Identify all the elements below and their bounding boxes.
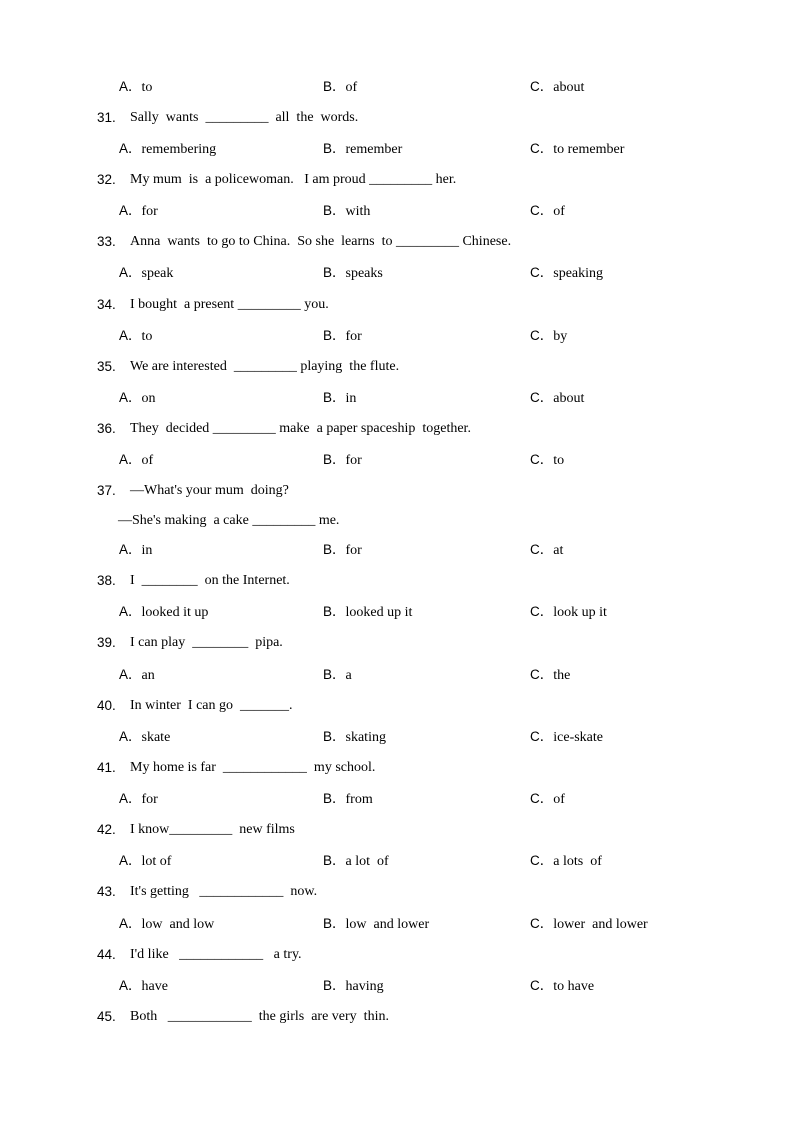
option-c bbox=[530, 974, 594, 999]
option-letter: A． bbox=[119, 141, 142, 156]
option-c bbox=[530, 725, 603, 750]
question-line bbox=[0, 293, 794, 317]
option-text: with bbox=[345, 204, 371, 219]
question-number: 38. bbox=[97, 573, 116, 588]
option-letter: C． bbox=[530, 79, 554, 94]
option-text: a lot of bbox=[345, 854, 389, 869]
question-text: —What's your mum doing? bbox=[130, 483, 289, 498]
option-b bbox=[323, 448, 362, 473]
option-b bbox=[323, 75, 357, 100]
option-text: at bbox=[553, 543, 564, 558]
option-row bbox=[0, 725, 794, 749]
option-text: in bbox=[141, 543, 153, 558]
option-letter: A． bbox=[119, 791, 142, 806]
option-letter: C． bbox=[530, 853, 554, 868]
option-letter: C． bbox=[530, 604, 554, 619]
question-line bbox=[0, 1005, 794, 1029]
option-letter: A． bbox=[119, 978, 142, 993]
option-letter: C． bbox=[530, 978, 554, 993]
option-text: for bbox=[141, 204, 158, 219]
option-a bbox=[119, 538, 152, 563]
option-text: on bbox=[141, 391, 156, 406]
option-text: have bbox=[141, 979, 168, 994]
question-text: Both ____________ the girls are very thin. bbox=[130, 1009, 389, 1024]
option-text: from bbox=[345, 792, 373, 807]
option-letter: A． bbox=[119, 328, 142, 343]
option-row bbox=[0, 448, 794, 472]
question-text: They decided _________ make a paper spaceship together. bbox=[130, 421, 471, 436]
option-row bbox=[0, 75, 794, 99]
option-c bbox=[530, 137, 624, 162]
question-number: 40. bbox=[97, 698, 116, 713]
option-row bbox=[0, 600, 794, 624]
option-row bbox=[0, 324, 794, 348]
option-text: for bbox=[141, 792, 158, 807]
question-text: I ________ on the Internet. bbox=[130, 573, 290, 588]
question-line bbox=[0, 943, 794, 967]
question-text: Sally wants _________ all the words. bbox=[130, 110, 359, 125]
option-text: low and low bbox=[141, 917, 215, 932]
option-text: low and lower bbox=[345, 917, 430, 932]
option-a bbox=[119, 75, 152, 100]
option-letter: B． bbox=[323, 203, 346, 218]
option-row bbox=[0, 849, 794, 873]
question-line bbox=[0, 631, 794, 655]
option-row bbox=[0, 199, 794, 223]
question-line bbox=[0, 756, 794, 780]
option-b bbox=[323, 324, 362, 349]
option-c bbox=[530, 849, 602, 874]
question-line bbox=[0, 818, 794, 842]
option-text: the bbox=[553, 668, 571, 683]
option-letter: A． bbox=[119, 667, 142, 682]
option-text: having bbox=[345, 979, 384, 994]
option-text: to bbox=[141, 329, 153, 344]
option-a bbox=[119, 974, 168, 999]
question-number: 32. bbox=[97, 172, 116, 187]
option-b bbox=[323, 663, 352, 688]
question-text: In winter I can go _______. bbox=[130, 698, 293, 713]
question-line bbox=[0, 417, 794, 441]
option-text: of bbox=[141, 453, 154, 468]
option-c bbox=[530, 386, 584, 411]
option-text: a bbox=[345, 668, 352, 683]
option-c bbox=[530, 75, 584, 100]
question-text: I know_________ new films bbox=[130, 822, 295, 837]
option-text: ice-skate bbox=[553, 730, 603, 745]
question-text: It's getting ____________ now. bbox=[130, 884, 318, 899]
option-letter: A． bbox=[119, 729, 142, 744]
option-letter: C． bbox=[530, 265, 554, 280]
option-letter: C． bbox=[530, 667, 554, 682]
option-text: to have bbox=[553, 979, 595, 994]
option-c bbox=[530, 324, 567, 349]
question-number: 37. bbox=[97, 483, 116, 498]
question-text: We are interested _________ playing the flute. bbox=[130, 359, 400, 374]
option-text: for bbox=[345, 329, 362, 344]
option-letter: C． bbox=[530, 203, 554, 218]
option-text: to remember bbox=[553, 142, 625, 157]
option-a bbox=[119, 725, 170, 750]
option-a bbox=[119, 912, 214, 937]
option-b bbox=[323, 386, 356, 411]
option-row bbox=[0, 663, 794, 687]
option-c bbox=[530, 912, 648, 937]
option-letter: A． bbox=[119, 390, 142, 405]
option-letter: B． bbox=[323, 265, 346, 280]
question-text: My mum is a policewoman. I am proud _________ her. bbox=[130, 172, 457, 187]
option-text: looked up it bbox=[345, 605, 413, 620]
option-c bbox=[530, 538, 563, 563]
option-letter: B． bbox=[323, 328, 346, 343]
option-letter: A． bbox=[119, 79, 142, 94]
question-number: 39. bbox=[97, 635, 116, 650]
question-text: I bought a present _________ you. bbox=[130, 297, 329, 312]
option-letter: C． bbox=[530, 141, 554, 156]
question-text: I can play ________ pipa. bbox=[130, 635, 283, 650]
option-text: about bbox=[553, 391, 585, 406]
question-line bbox=[0, 355, 794, 379]
option-letter: C． bbox=[530, 791, 554, 806]
option-row bbox=[0, 137, 794, 161]
option-c bbox=[530, 600, 607, 625]
option-a bbox=[119, 600, 208, 625]
option-text: look up it bbox=[553, 605, 607, 620]
option-letter: B． bbox=[323, 604, 346, 619]
option-text: of bbox=[553, 792, 565, 807]
question-text: My home is far ____________ my school. bbox=[130, 760, 376, 775]
option-letter: B． bbox=[323, 452, 346, 467]
option-a bbox=[119, 787, 158, 812]
option-letter: C． bbox=[530, 390, 554, 405]
option-letter: B． bbox=[323, 916, 346, 931]
option-letter: B． bbox=[323, 791, 346, 806]
option-text: looked it up bbox=[141, 605, 209, 620]
option-text: a lots of bbox=[553, 854, 602, 869]
option-b bbox=[323, 912, 429, 937]
option-row bbox=[0, 538, 794, 562]
option-a bbox=[119, 261, 173, 286]
option-letter: A． bbox=[119, 853, 142, 868]
option-letter: B． bbox=[323, 978, 346, 993]
option-text: skating bbox=[345, 730, 386, 745]
option-letter: C． bbox=[530, 328, 554, 343]
option-text: of bbox=[345, 80, 358, 95]
option-c bbox=[530, 787, 565, 812]
option-a bbox=[119, 448, 153, 473]
option-letter: B． bbox=[323, 390, 346, 405]
option-text: remembering bbox=[141, 142, 217, 157]
option-text: skate bbox=[141, 730, 171, 745]
option-text: to bbox=[141, 80, 153, 95]
option-b bbox=[323, 538, 362, 563]
option-letter: B． bbox=[323, 729, 346, 744]
option-text: lower and lower bbox=[553, 917, 648, 932]
option-a bbox=[119, 386, 156, 411]
option-letter: C． bbox=[530, 729, 554, 744]
option-c bbox=[530, 199, 565, 224]
option-a bbox=[119, 137, 216, 162]
question-line bbox=[0, 479, 794, 503]
option-letter: A． bbox=[119, 916, 142, 931]
question-number: 43. bbox=[97, 884, 116, 899]
option-b bbox=[323, 787, 373, 812]
option-a bbox=[119, 849, 171, 874]
question-number: 34. bbox=[97, 297, 116, 312]
question-number: 42. bbox=[97, 822, 116, 837]
option-text: an bbox=[141, 668, 155, 683]
question-line bbox=[0, 569, 794, 593]
option-letter: C． bbox=[530, 916, 554, 931]
option-letter: A． bbox=[119, 542, 142, 557]
option-b bbox=[323, 725, 386, 750]
question-number: 41. bbox=[97, 760, 116, 775]
option-a bbox=[119, 199, 158, 224]
option-letter: C． bbox=[530, 542, 554, 557]
option-text: to bbox=[553, 453, 565, 468]
option-text: for bbox=[345, 453, 362, 468]
option-text: speak bbox=[141, 266, 174, 281]
option-text: for bbox=[345, 543, 362, 558]
option-letter: C． bbox=[530, 452, 554, 467]
option-letter: A． bbox=[119, 452, 142, 467]
option-b bbox=[323, 600, 412, 625]
option-text: speaks bbox=[345, 266, 383, 281]
option-letter: A． bbox=[119, 604, 142, 619]
option-b bbox=[323, 974, 384, 999]
option-letter: A． bbox=[119, 203, 142, 218]
question-line bbox=[0, 880, 794, 904]
option-letter: B． bbox=[323, 542, 346, 557]
option-text: remember bbox=[345, 142, 403, 157]
option-a bbox=[119, 663, 155, 688]
option-letter: A． bbox=[119, 265, 142, 280]
option-row bbox=[0, 261, 794, 285]
option-b bbox=[323, 137, 402, 162]
question-line bbox=[0, 694, 794, 718]
question-number: 45. bbox=[97, 1009, 116, 1024]
question-line bbox=[0, 168, 794, 192]
question-number: 35. bbox=[97, 359, 116, 374]
option-a bbox=[119, 324, 152, 349]
option-row bbox=[0, 974, 794, 998]
question-number: 31. bbox=[97, 110, 116, 125]
question-text: I'd like ____________ a try. bbox=[130, 947, 302, 962]
option-row bbox=[0, 386, 794, 410]
question-text: —She's making a cake _________ me. bbox=[118, 513, 340, 528]
option-letter: B． bbox=[323, 853, 346, 868]
option-letter: B． bbox=[323, 141, 346, 156]
question-text: Anna wants to go to China. So she learns to _________ Chinese. bbox=[130, 234, 512, 249]
option-b bbox=[323, 849, 389, 874]
option-b bbox=[323, 261, 383, 286]
option-row bbox=[0, 787, 794, 811]
option-b bbox=[323, 199, 370, 224]
question-number: 36. bbox=[97, 421, 116, 436]
option-text: of bbox=[553, 204, 565, 219]
question-line bbox=[0, 106, 794, 130]
option-c bbox=[530, 261, 603, 286]
question-number: 33. bbox=[97, 234, 116, 249]
option-row bbox=[0, 912, 794, 936]
question-line bbox=[0, 230, 794, 254]
option-text: about bbox=[553, 80, 585, 95]
option-letter: B． bbox=[323, 667, 346, 682]
option-c bbox=[530, 663, 570, 688]
option-text: lot of bbox=[141, 854, 172, 869]
option-text: speaking bbox=[553, 266, 604, 281]
question-number: 44. bbox=[97, 947, 116, 962]
option-text: in bbox=[345, 391, 357, 406]
question-continuation bbox=[0, 509, 794, 533]
option-c bbox=[530, 448, 564, 473]
option-text: by bbox=[553, 329, 568, 344]
option-letter: B． bbox=[323, 79, 346, 94]
